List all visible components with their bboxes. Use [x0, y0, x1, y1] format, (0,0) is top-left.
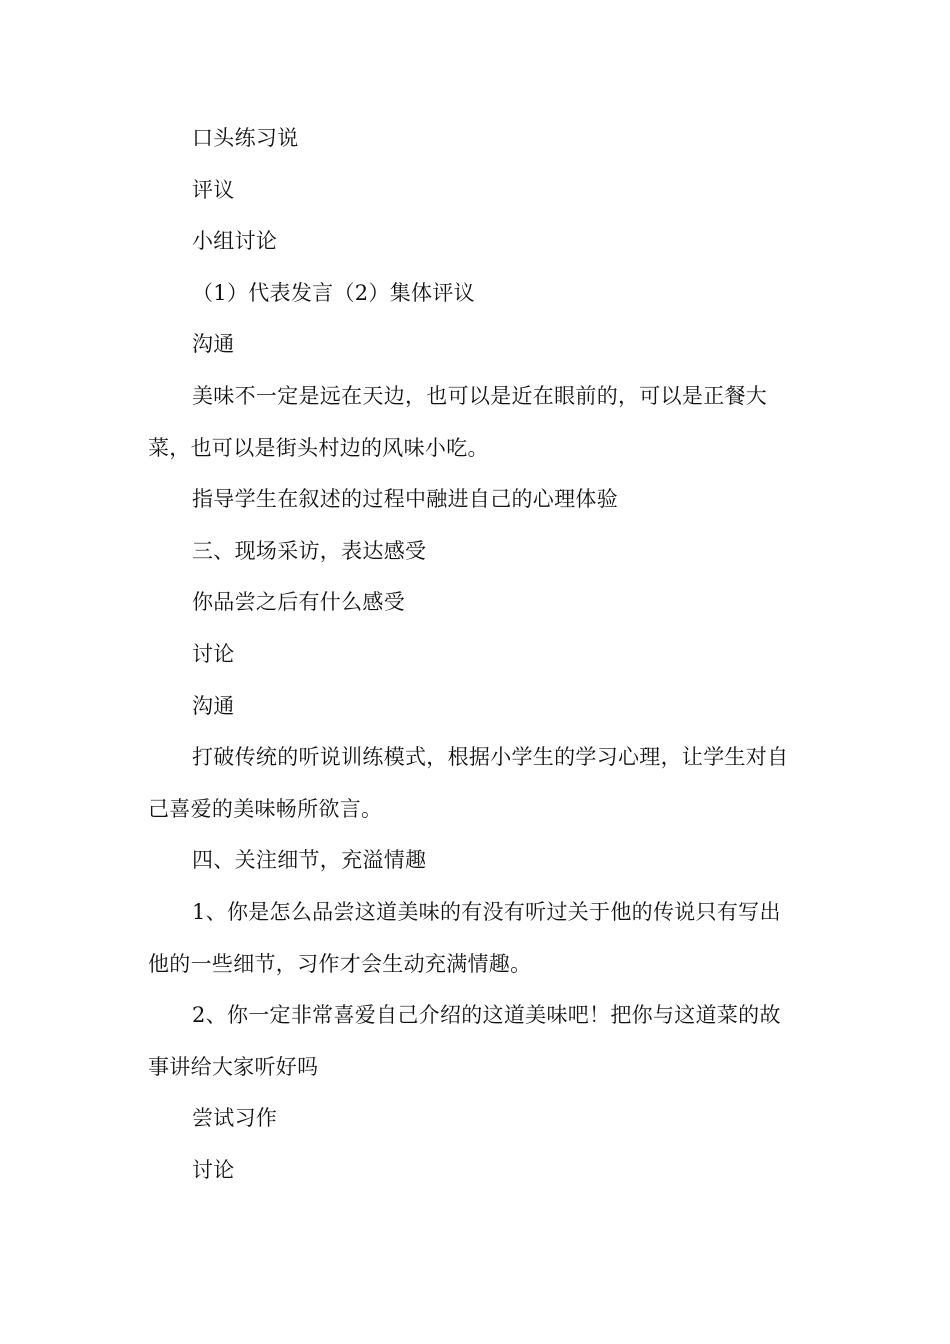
- section-heading: 四、关注细节，充溢情趣: [192, 848, 427, 873]
- paragraph: 你品尝之后有什么感受: [192, 590, 405, 615]
- paragraph: 沟通: [192, 693, 235, 718]
- paragraph: 1、你是怎么品尝这道美味的有没有听过关于他的传说只有写出他的一些细节，习作才会生动充满情趣。: [148, 899, 781, 976]
- paragraph: 讨论: [192, 641, 235, 666]
- paragraph: 尝试习作: [192, 1106, 278, 1131]
- paragraph: 讨论: [192, 1157, 235, 1182]
- section-heading: 三、现场采访，表达感受: [192, 538, 427, 563]
- paragraph: 指导学生在叙述的过程中融进自己的心理体验: [192, 487, 618, 512]
- paragraph: 口头练习说: [192, 126, 299, 150]
- paragraph: （1）代表发言（2）集体评议: [192, 280, 475, 305]
- paragraph: 打破传统的听说训练模式，根据小学生的学习心理，让学生对自己喜爱的美味畅所欲言。: [148, 745, 789, 821]
- paragraph: 评议: [192, 177, 235, 202]
- paragraph: 2、你一定非常喜爱自己介绍的这道美味吧！把你与这道菜的故事讲给大家听好吗: [148, 1003, 781, 1079]
- document-page: [148, 113, 800, 1196]
- paragraph: 沟通: [192, 332, 235, 357]
- paragraph: 美味不一定是远在天边，也可以是近在眼前的，可以是正餐大菜，也可以是街头村边的风味小吃。: [148, 383, 768, 460]
- paragraph: 小组讨论: [192, 229, 278, 254]
